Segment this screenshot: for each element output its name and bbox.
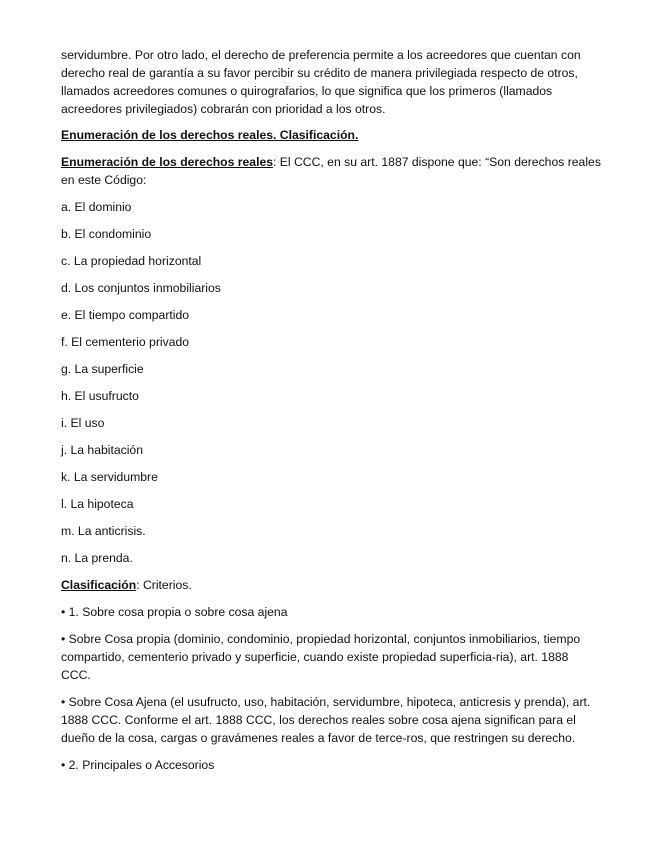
enumeration-label: Enumeración de los derechos reales: [61, 155, 274, 169]
bullet-item: • 2. Principales o Accesorios: [61, 758, 215, 772]
list-item: i. El uso: [61, 416, 105, 430]
list-item: g. La superficie: [61, 362, 144, 376]
list-item: n. La prenda.: [61, 551, 133, 565]
list-item: a. El dominio: [61, 200, 132, 214]
enumeration-text: : El CCC, en su art. 1887 dispone que: “Son derechos reales en este Código:: [61, 155, 601, 187]
classification-text: : Criterios.: [136, 578, 192, 592]
section-title: [61, 126, 601, 144]
list-item: m. La anticrisis.: [61, 524, 146, 538]
classification-paragraph: [61, 576, 601, 594]
list-item: e. El tiempo compartido: [61, 308, 190, 322]
intro-paragraph: servidumbre. Por otro lado, el derecho de preferencia permite a los acreedores que cuentan con derecho real de garantía a su favor percibir su crédito de manera privilegiada respecto de otros, llamados acreedores comunes o quirografarios, lo que significa que los primeros (llamados acreedores privilegiados) cobrarán con prioridad a los otros.: [61, 48, 581, 116]
list-item: l. La hipoteca: [61, 497, 134, 511]
classification-label: Clasificación: [61, 578, 137, 592]
bullet-item: • Sobre Cosa Ajena (el usufructo, uso, habitación, servidumbre, hipoteca, anticresis y prenda), art. 1888 CCC. Conforme el art. 1888 CCC, los derechos reales sobre cosa ajena significan para el dueño de la cosa, cargas o gravámenes reales a favor de terce-ros, que restringen su derecho.: [61, 695, 591, 745]
list-item: f. El cementerio privado: [61, 335, 190, 349]
list-item: b. El condominio: [61, 227, 152, 241]
list-item: d. Los conjuntos inmobiliarios: [61, 281, 221, 295]
section-title-text: Enumeración de los derechos reales. Clasificación.: [61, 128, 359, 142]
bullet-item: • 1. Sobre cosa propia o sobre cosa ajena: [61, 605, 288, 619]
list-item: c. La propiedad horizontal: [61, 254, 202, 268]
list-item: j. La habitación: [61, 443, 143, 457]
list-item: h. El usufructo: [61, 389, 139, 403]
enumeration-paragraph: [61, 153, 601, 189]
bullet-item: • Sobre Cosa propia (dominio, condominio, propiedad horizontal, conjuntos inmobiliarios, tiempo compartido, cementerio privado y superficie, cuando existe propiedad superficia-ria), art. 1888 CCC.: [61, 632, 581, 682]
list-item: k. La servidumbre: [61, 470, 158, 484]
document-body: [61, 46, 601, 783]
